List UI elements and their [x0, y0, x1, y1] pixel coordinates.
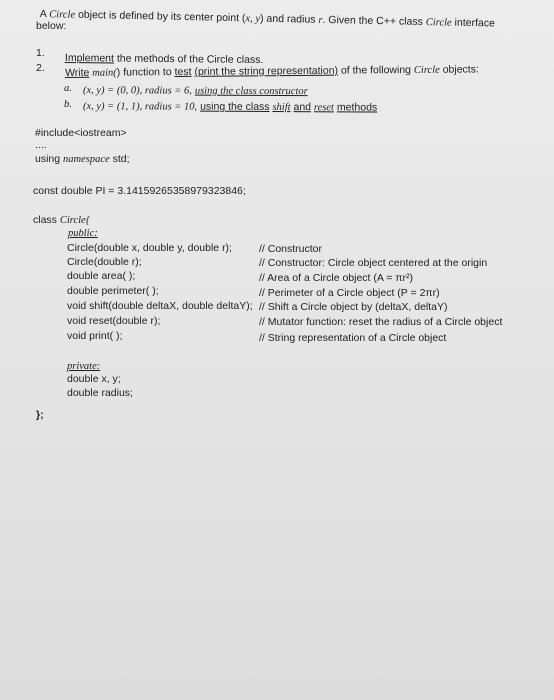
const-line: const double PI = 3.14159265358979323846; — [33, 185, 246, 197]
intro-text-c: ) and radius — [259, 12, 316, 26]
class-name: Circle{ — [59, 215, 90, 226]
member-code: void reset(double r); — [67, 315, 161, 327]
sub-b — [83, 100, 377, 115]
std-word: std; — [112, 153, 130, 165]
private-label: private: — [67, 361, 101, 372]
task-2-mid: ) function to — [116, 66, 172, 79]
task-2 — [65, 63, 479, 80]
member-comment: // Perimeter of a Circle object (P = 2πr) — [259, 287, 440, 299]
member-code: Circle(double x, double y, double r); — [67, 242, 232, 254]
task-2-print: (print the string representation) — [194, 64, 339, 78]
sub-b-using: using the class — [200, 100, 270, 113]
intro-circle-word-2: Circle — [425, 17, 452, 29]
member-code: void print( ); — [67, 330, 123, 342]
private-member-radius: double radius; — [67, 387, 133, 399]
member-code: void shift(double deltaX, double deltaY); — [67, 300, 253, 312]
task-2-test: test — [174, 65, 192, 79]
include-directive: #include<iostream> — [35, 127, 127, 139]
task-1-rest: the methods of the Circle class. — [116, 52, 264, 67]
public-label: public: — [68, 228, 98, 239]
task-2-rest: of the following — [340, 63, 412, 77]
member-comment: // Constructor — [259, 243, 323, 255]
sub-b-label: b. — [64, 99, 72, 110]
sub-b-and: and — [293, 101, 312, 114]
intro-word-a: A — [39, 8, 47, 21]
task-2-circle: Circle — [413, 64, 440, 76]
sub-a-label: a. — [64, 83, 72, 94]
member-comment: // Constructor: Circle object centered at the origin — [259, 257, 488, 269]
intro-text-d: . Given the C++ class — [322, 13, 424, 29]
intro-r: r — [318, 14, 323, 26]
task-2-end: objects: — [442, 63, 479, 76]
member-code: Circle(double r); — [67, 256, 142, 268]
using-line — [35, 153, 130, 167]
class-closing-brace: }; — [36, 409, 44, 421]
class-keyword: class — [33, 214, 57, 226]
using-keyword: using — [35, 153, 61, 165]
intro-circle-word: Circle — [49, 9, 76, 21]
sub-b-methods: methods — [336, 101, 378, 114]
member-comment: // Area of a Circle object (A = πr²) — [259, 272, 414, 284]
member-comment: // String representation of a Circle object — [259, 332, 447, 344]
intro-text-e: interface — [454, 16, 495, 30]
class-line — [33, 214, 90, 228]
sub-b-shift: shift — [272, 101, 291, 114]
sub-a — [83, 84, 308, 99]
private-member-xy: double x, y; — [67, 373, 121, 385]
intro-line-2: below: — [36, 20, 67, 32]
task-number-1: 1. — [36, 47, 45, 59]
ellipsis-line: .... — [35, 139, 47, 151]
sub-b-reset: reset — [313, 102, 335, 114]
intro-xy: x, y — [245, 13, 261, 25]
task-1 — [65, 52, 264, 67]
namespace-keyword: namespace — [63, 154, 110, 165]
intro-text-b: object is defined by its center point ( — [77, 8, 246, 25]
task-number-2: 2. — [36, 62, 45, 74]
member-comment: // Mutator function: reset the radius of a Circle object — [259, 316, 503, 328]
member-comment: // Shift a Circle object by (deltaX, deltaY) — [259, 301, 448, 313]
member-code: double perimeter( ); — [67, 285, 159, 297]
sub-a-text: (x, y) = (0, 0), radius = 6, — [82, 84, 192, 97]
intro-line-1 — [40, 8, 495, 31]
task-2-main: main( — [92, 67, 117, 79]
member-code: double area( ); — [67, 270, 136, 282]
include-line — [35, 127, 127, 140]
task-1-implement: Implement — [64, 52, 115, 65]
sub-a-constructor: using the class constructor — [194, 85, 308, 98]
sub-b-text: (x, y) = (1, 1), radius = 10, — [82, 100, 198, 113]
task-2-write: Write — [65, 66, 90, 79]
